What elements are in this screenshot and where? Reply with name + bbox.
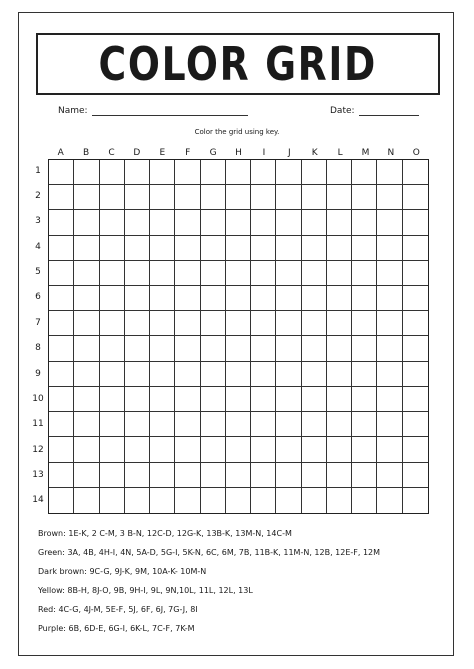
grid-cell[interactable]	[327, 286, 352, 311]
grid-cell[interactable]	[226, 437, 251, 462]
grid-cell[interactable]	[175, 463, 200, 488]
grid-cell[interactable]	[100, 286, 125, 311]
key-line: Yellow: 8B-H, 8J-O, 9B, 9H-I, 9L, 9N,10L, 11L, 12L, 13L	[38, 586, 253, 595]
grid-cell[interactable]	[175, 286, 200, 311]
grid-cell[interactable]	[302, 412, 327, 437]
grid-cell[interactable]	[377, 488, 402, 513]
row-header: 7	[35, 317, 41, 328]
row-header: 4	[35, 241, 41, 252]
grid-cell[interactable]	[403, 387, 428, 412]
grid-cell[interactable]	[201, 236, 226, 261]
grid-cell[interactable]	[74, 311, 99, 336]
grid-cell[interactable]	[201, 311, 226, 336]
grid-cell[interactable]	[100, 387, 125, 412]
grid-cell[interactable]	[201, 437, 226, 462]
grid-cell[interactable]	[201, 412, 226, 437]
grid-cell[interactable]	[226, 185, 251, 210]
grid-cell[interactable]	[403, 286, 428, 311]
grid-cell[interactable]	[49, 286, 74, 311]
grid-cell[interactable]	[74, 336, 99, 361]
grid-cell[interactable]	[276, 210, 301, 235]
grid-cell[interactable]	[74, 488, 99, 513]
grid-cell[interactable]	[251, 236, 276, 261]
grid-cell[interactable]	[125, 488, 150, 513]
grid-cell[interactable]	[226, 311, 251, 336]
grid-cell[interactable]	[201, 185, 226, 210]
column-header: F	[185, 148, 191, 158]
grid-cell[interactable]	[327, 412, 352, 437]
grid-cell[interactable]	[49, 311, 74, 336]
grid-cell[interactable]	[74, 261, 99, 286]
column-header: L	[337, 148, 343, 158]
grid-cell[interactable]	[327, 210, 352, 235]
grid-cell[interactable]	[175, 160, 200, 185]
grid-cell[interactable]	[251, 311, 276, 336]
grid-cell[interactable]	[352, 286, 377, 311]
grid-cell[interactable]	[125, 311, 150, 336]
grid-cell[interactable]	[150, 488, 175, 513]
grid-cell[interactable]	[175, 412, 200, 437]
grid-cell[interactable]	[302, 437, 327, 462]
grid-cell[interactable]	[352, 236, 377, 261]
grid-cell[interactable]	[201, 387, 226, 412]
grid-cell[interactable]	[403, 311, 428, 336]
grid-cell[interactable]	[226, 412, 251, 437]
grid-cell[interactable]	[74, 286, 99, 311]
grid-cell[interactable]	[125, 236, 150, 261]
grid-cell[interactable]	[302, 336, 327, 361]
grid-cell[interactable]	[276, 311, 301, 336]
grid-cell[interactable]	[100, 160, 125, 185]
grid-cell[interactable]	[276, 387, 301, 412]
row-header: 11	[32, 419, 44, 430]
grid-cell[interactable]	[74, 210, 99, 235]
name-field[interactable]	[58, 104, 248, 116]
grid-cell[interactable]	[175, 236, 200, 261]
grid-cell[interactable]	[150, 160, 175, 185]
column-header: N	[387, 148, 395, 158]
row-header: 14	[32, 495, 44, 506]
grid-cell[interactable]	[327, 336, 352, 361]
column-header: G	[209, 148, 217, 158]
grid-cell[interactable]	[150, 463, 175, 488]
row-header: 2	[35, 191, 41, 202]
column-header: O	[412, 148, 420, 158]
grid-cell[interactable]	[49, 185, 74, 210]
grid-cell[interactable]	[403, 437, 428, 462]
key-line: Brown: 1E-K, 2 C-M, 3 B-N, 12C-D, 12G-K, 13B-K, 13M-N, 14C-M	[38, 529, 292, 538]
grid-cell[interactable]	[226, 286, 251, 311]
grid-cell[interactable]	[403, 463, 428, 488]
column-header: B	[83, 148, 90, 158]
grid-cell[interactable]	[403, 185, 428, 210]
grid-cell[interactable]	[49, 488, 74, 513]
grid-cell[interactable]	[150, 236, 175, 261]
grid-cell[interactable]	[327, 261, 352, 286]
grid-cell[interactable]	[352, 463, 377, 488]
grid-cell[interactable]	[377, 387, 402, 412]
grid-cell[interactable]	[150, 387, 175, 412]
grid-cell[interactable]	[150, 210, 175, 235]
grid-cell[interactable]	[201, 261, 226, 286]
column-header: C	[108, 148, 115, 158]
grid-cell[interactable]	[175, 185, 200, 210]
grid-cell[interactable]	[74, 185, 99, 210]
grid-cell[interactable]	[125, 210, 150, 235]
row-header: 13	[32, 469, 44, 480]
grid-cell[interactable]	[74, 160, 99, 185]
grid-cell[interactable]	[251, 488, 276, 513]
grid-cell[interactable]	[226, 387, 251, 412]
grid-cell[interactable]	[201, 336, 226, 361]
column-header: H	[235, 148, 242, 158]
column-header: D	[133, 148, 141, 158]
grid-cell[interactable]	[150, 336, 175, 361]
grid-cell[interactable]	[302, 463, 327, 488]
grid-cell[interactable]	[276, 463, 301, 488]
grid-cell[interactable]	[276, 437, 301, 462]
grid-cell[interactable]	[327, 185, 352, 210]
grid-cell[interactable]	[74, 463, 99, 488]
grid-cell[interactable]	[251, 261, 276, 286]
grid-cell[interactable]	[251, 412, 276, 437]
row-header: 6	[35, 292, 41, 303]
grid-cell[interactable]	[125, 412, 150, 437]
grid-cell[interactable]	[327, 236, 352, 261]
grid-cell[interactable]	[302, 261, 327, 286]
grid-cell[interactable]	[251, 362, 276, 387]
date-line[interactable]	[359, 104, 419, 116]
grid-cell[interactable]	[251, 437, 276, 462]
grid-cell[interactable]	[150, 412, 175, 437]
grid-cell[interactable]	[100, 437, 125, 462]
grid-cell[interactable]	[302, 160, 327, 185]
grid-cell[interactable]	[100, 261, 125, 286]
grid-cell[interactable]	[377, 437, 402, 462]
grid-cell[interactable]	[403, 236, 428, 261]
grid-cell[interactable]	[175, 336, 200, 361]
grid-cell[interactable]	[352, 336, 377, 361]
row-header: 10	[32, 393, 44, 404]
grid-cell[interactable]	[377, 336, 402, 361]
grid-cell[interactable]	[175, 311, 200, 336]
grid-cell[interactable]	[251, 336, 276, 361]
key-line: Red: 4C-G, 4J-M, 5E-F, 5J, 6F, 6J, 7G-J, 8I	[38, 605, 198, 614]
row-header: 5	[35, 267, 41, 278]
grid-cell[interactable]	[352, 362, 377, 387]
grid-cell[interactable]	[175, 210, 200, 235]
grid-cell[interactable]	[377, 185, 402, 210]
grid-cell[interactable]	[276, 488, 301, 513]
grid-cell[interactable]	[74, 437, 99, 462]
grid-cell[interactable]	[125, 261, 150, 286]
grid-cell[interactable]	[100, 236, 125, 261]
grid-cell[interactable]	[49, 463, 74, 488]
grid-cell[interactable]	[377, 261, 402, 286]
grid-cell[interactable]	[276, 412, 301, 437]
grid-cell[interactable]	[150, 286, 175, 311]
row-header: 12	[32, 444, 44, 455]
grid-cell[interactable]	[352, 387, 377, 412]
grid-cell[interactable]	[302, 286, 327, 311]
grid-cell[interactable]	[74, 387, 99, 412]
column-header: J	[287, 148, 291, 158]
grid-cell[interactable]	[403, 261, 428, 286]
grid-cell[interactable]	[49, 412, 74, 437]
grid-cell[interactable]	[377, 236, 402, 261]
color-grid[interactable]	[48, 159, 429, 514]
grid-cell[interactable]	[226, 261, 251, 286]
grid-cell[interactable]	[352, 437, 377, 462]
grid-cell[interactable]	[302, 488, 327, 513]
grid-cell[interactable]	[125, 160, 150, 185]
grid-cell[interactable]	[276, 336, 301, 361]
grid-cell[interactable]	[175, 261, 200, 286]
column-header: M	[361, 148, 370, 158]
column-header: E	[159, 148, 166, 158]
grid-cell[interactable]	[100, 311, 125, 336]
grid-cell[interactable]	[49, 362, 74, 387]
grid-cell[interactable]	[302, 387, 327, 412]
grid-cell[interactable]	[251, 160, 276, 185]
grid-cell[interactable]	[403, 412, 428, 437]
page-title: COLOR GRID	[98, 37, 378, 91]
grid-cell[interactable]	[377, 362, 402, 387]
grid-cell[interactable]	[175, 437, 200, 462]
grid-cell[interactable]	[327, 387, 352, 412]
grid-cell[interactable]	[49, 261, 74, 286]
grid-cell[interactable]	[276, 160, 301, 185]
grid-cell[interactable]	[251, 185, 276, 210]
grid-cell[interactable]	[377, 286, 402, 311]
grid-cell[interactable]	[74, 362, 99, 387]
grid-cell[interactable]	[327, 160, 352, 185]
column-header: A	[57, 148, 64, 158]
grid-cell[interactable]	[251, 387, 276, 412]
grid-cell[interactable]	[150, 437, 175, 462]
grid-cell[interactable]	[226, 210, 251, 235]
grid-cell[interactable]	[327, 463, 352, 488]
grid-cell[interactable]	[125, 437, 150, 462]
grid-cell[interactable]	[201, 286, 226, 311]
instruction-text: Color the grid using key.	[194, 128, 280, 136]
grid-cell[interactable]	[100, 185, 125, 210]
grid-cell[interactable]	[49, 210, 74, 235]
grid-cell[interactable]	[74, 236, 99, 261]
grid-cell[interactable]	[251, 286, 276, 311]
grid-cell[interactable]	[403, 210, 428, 235]
grid-cell[interactable]	[276, 185, 301, 210]
grid-cell[interactable]	[150, 362, 175, 387]
grid-cell[interactable]	[327, 362, 352, 387]
grid-cell[interactable]	[352, 210, 377, 235]
grid-cell[interactable]	[302, 311, 327, 336]
grid-cell[interactable]	[352, 160, 377, 185]
grid-cell[interactable]	[352, 311, 377, 336]
grid-cell[interactable]	[150, 185, 175, 210]
grid-cell[interactable]	[302, 210, 327, 235]
grid-cell[interactable]	[226, 236, 251, 261]
name-line[interactable]	[92, 104, 248, 116]
grid-cell[interactable]	[226, 336, 251, 361]
grid-cell[interactable]	[377, 160, 402, 185]
grid-cell[interactable]	[352, 412, 377, 437]
grid-cell[interactable]	[226, 362, 251, 387]
grid-cell[interactable]	[100, 412, 125, 437]
row-header: 8	[35, 343, 41, 354]
grid-cell[interactable]	[377, 210, 402, 235]
grid-cell[interactable]	[403, 336, 428, 361]
grid-cell[interactable]	[302, 185, 327, 210]
grid-cell[interactable]	[403, 362, 428, 387]
grid-cell[interactable]	[377, 463, 402, 488]
grid-cell[interactable]	[150, 311, 175, 336]
grid-cell[interactable]	[302, 236, 327, 261]
grid-cell[interactable]	[327, 437, 352, 462]
column-header: K	[311, 148, 318, 158]
grid-cell[interactable]	[175, 488, 200, 513]
grid-cell[interactable]	[327, 488, 352, 513]
title-box	[36, 33, 440, 95]
grid-cell[interactable]	[352, 185, 377, 210]
date-field[interactable]	[330, 104, 419, 116]
grid-cell[interactable]	[125, 286, 150, 311]
grid-cell[interactable]	[251, 210, 276, 235]
grid-cell[interactable]	[125, 463, 150, 488]
row-header: 3	[35, 216, 41, 227]
grid-cell[interactable]	[302, 362, 327, 387]
grid-cell[interactable]	[226, 160, 251, 185]
grid-cell[interactable]	[352, 261, 377, 286]
key-line: Purple: 6B, 6D-E, 6G-I, 6K-L, 7C-F, 7K-M	[38, 624, 195, 633]
grid-cell[interactable]	[100, 488, 125, 513]
grid-cell[interactable]	[74, 412, 99, 437]
grid-cell[interactable]	[327, 311, 352, 336]
grid-cell[interactable]	[125, 336, 150, 361]
key-line: Dark brown: 9C-G, 9J-K, 9M, 10A-K- 10M-N	[38, 567, 207, 576]
grid-cell[interactable]	[276, 362, 301, 387]
grid-cell[interactable]	[125, 387, 150, 412]
grid-cell[interactable]	[49, 387, 74, 412]
grid-cell[interactable]	[49, 236, 74, 261]
grid-cell[interactable]	[49, 336, 74, 361]
grid-cell[interactable]	[49, 437, 74, 462]
grid-cell[interactable]	[226, 463, 251, 488]
grid-cell[interactable]	[276, 261, 301, 286]
grid-cell[interactable]	[100, 336, 125, 361]
grid-cell[interactable]	[276, 286, 301, 311]
date-label: Date:	[330, 106, 355, 116]
grid-cell[interactable]	[201, 463, 226, 488]
row-header: 1	[35, 165, 41, 176]
grid-cell[interactable]	[150, 261, 175, 286]
grid-cell[interactable]	[201, 488, 226, 513]
grid-cell[interactable]	[403, 488, 428, 513]
grid-cell[interactable]	[403, 160, 428, 185]
grid-cell[interactable]	[175, 387, 200, 412]
grid-cell[interactable]	[226, 488, 251, 513]
grid-cell[interactable]	[175, 362, 200, 387]
grid-cell[interactable]	[100, 210, 125, 235]
grid-cell[interactable]	[125, 362, 150, 387]
column-header: I	[262, 148, 266, 158]
grid-cell[interactable]	[100, 463, 125, 488]
grid-cell[interactable]	[125, 185, 150, 210]
key-line: Green: 3A, 4B, 4H-I, 4N, 5A-D, 5G-I, 5K-N, 6C, 6M, 7B, 11B-K, 11M-N, 12B, 12E-F, 12M	[38, 548, 381, 557]
grid-cell[interactable]	[201, 210, 226, 235]
grid-cell[interactable]	[100, 362, 125, 387]
grid-cell[interactable]	[251, 463, 276, 488]
grid-cell[interactable]	[201, 362, 226, 387]
grid-cell[interactable]	[377, 412, 402, 437]
row-header: 9	[35, 368, 41, 379]
grid-cell[interactable]	[377, 311, 402, 336]
name-label: Name:	[58, 106, 88, 116]
color-key	[38, 524, 448, 638]
grid-cell[interactable]	[276, 236, 301, 261]
grid-cell[interactable]	[201, 160, 226, 185]
grid-cell[interactable]	[352, 488, 377, 513]
grid-cell[interactable]	[49, 160, 74, 185]
